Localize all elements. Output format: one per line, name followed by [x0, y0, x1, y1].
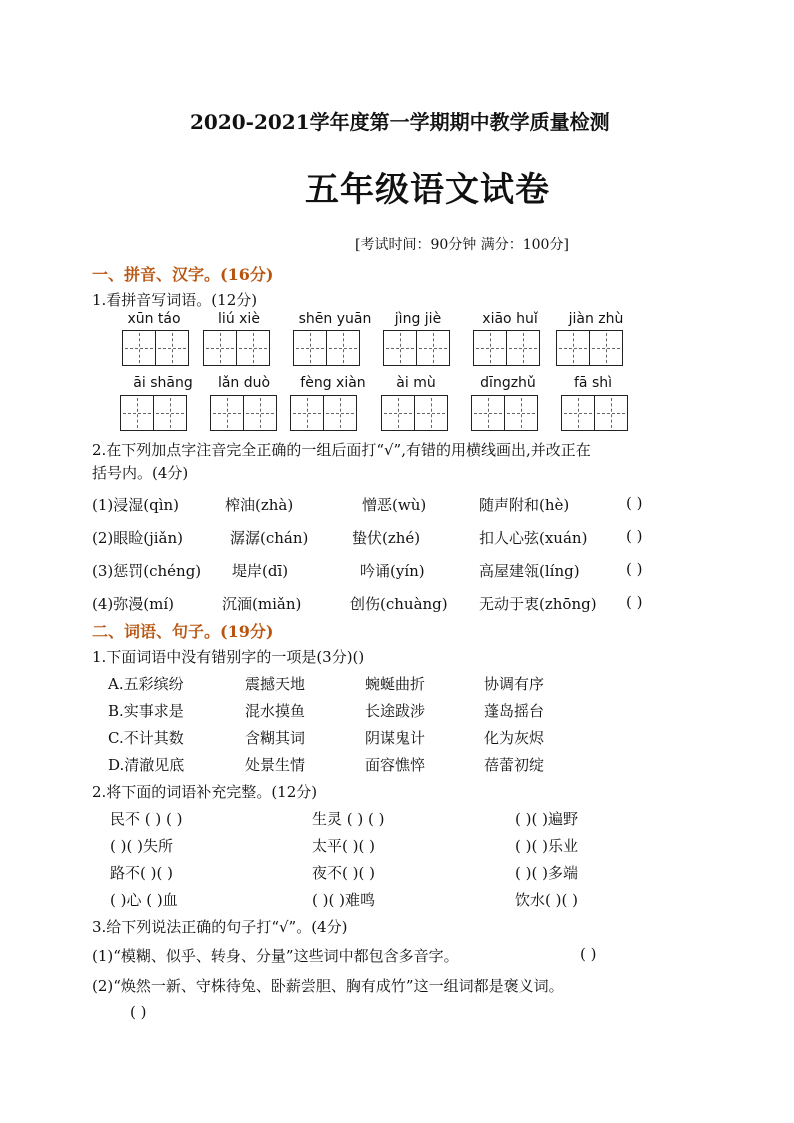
- choice-item: 混水摸鱼: [245, 702, 306, 720]
- item-text: 堤岸(dī): [232, 562, 289, 580]
- item-text: (4)弥漫(mí): [92, 595, 174, 613]
- item-text: 憎恶(wù): [362, 496, 427, 514]
- item-text: 随声附和(hè): [479, 496, 570, 514]
- writing-grid[interactable]: [473, 330, 540, 366]
- question-1-2-label: 2.在下列加点字注音完全正确的一组后面打“√”,有错的用横线画出,并改正在: [92, 441, 591, 459]
- choice-item: 蜿蜒曲折: [365, 675, 426, 693]
- item-text: 沉湎(miǎn): [222, 595, 302, 613]
- fill-item[interactable]: ( )( )多端: [515, 864, 578, 882]
- answer-blank[interactable]: ( ): [626, 593, 643, 611]
- fill-item[interactable]: 太平( )( ): [312, 837, 375, 855]
- exam-meta: [考试时间：90分钟 满分：100分]: [355, 237, 569, 253]
- writing-grid[interactable]: [203, 330, 270, 366]
- answer-blank[interactable]: ( ): [626, 527, 643, 545]
- item-text: (2)眼睑(jiǎn): [92, 529, 184, 547]
- writing-grid[interactable]: [381, 395, 448, 431]
- pinyin-label: xiāo huǐ: [482, 311, 538, 327]
- fill-item[interactable]: ( )( )乐业: [515, 837, 578, 855]
- pinyin-label: āi shāng: [133, 375, 193, 391]
- writing-grid[interactable]: [210, 395, 277, 431]
- item-text: 榨油(zhà): [225, 496, 294, 514]
- choice-item: D.清澈见底: [108, 756, 185, 774]
- exam-header: 2020-2021学年度第一学期期中教学质量检测: [190, 110, 610, 134]
- fill-item[interactable]: ( )( )遍野: [515, 810, 578, 828]
- choice-item: 处景生情: [245, 756, 306, 774]
- pinyin-label: ài mù: [396, 375, 436, 391]
- item-text: 无动于衷(zhōng): [479, 595, 597, 613]
- choice-item: B.实事求是: [108, 702, 184, 720]
- item-text: 高屋建瓴(líng): [479, 562, 580, 580]
- writing-grid[interactable]: [383, 330, 450, 366]
- pinyin-label: dīngzhǔ: [480, 375, 536, 391]
- fill-item[interactable]: ( )心 ( )血: [110, 891, 178, 909]
- pinyin-label: fèng xiàn: [300, 375, 366, 391]
- item-text: 蛰伏(zhé): [352, 529, 421, 547]
- item-text: 扣人心弦(xuán): [479, 529, 588, 547]
- choice-item: 长途跋涉: [365, 702, 426, 720]
- section-2-title: 二、词语、句子。(19分): [92, 622, 274, 641]
- pinyin-label: xūn táo: [127, 311, 181, 327]
- choice-item: 协调有序: [484, 675, 545, 693]
- statement-1: (1)“模糊、似乎、转身、分量”这些词中都包含多音字。: [92, 947, 459, 965]
- choice-item: 阴谋鬼计: [365, 729, 426, 747]
- page-title: 五年级语文试卷: [305, 170, 550, 210]
- writing-grid[interactable]: [122, 330, 189, 366]
- choice-item: 蓬岛摇台: [484, 702, 545, 720]
- question-2-2-label: 2.将下面的词语补充完整。(12分): [92, 783, 318, 801]
- question-2-1-label: 1.下面词语中没有错别字的一项是(3分)(): [92, 648, 365, 666]
- fill-item[interactable]: ( )( )难鸣: [312, 891, 375, 909]
- question-1-1-label: 1.看拼音写词语。(12分): [92, 291, 258, 309]
- item-text: 创伤(chuàng): [350, 595, 448, 613]
- writing-grid[interactable]: [561, 395, 628, 431]
- question-2-3-label: 3.给下列说法正确的句子打“√”。(4分): [92, 918, 348, 936]
- pinyin-label: fā shì: [573, 375, 612, 391]
- item-text: 吟诵(yín): [360, 562, 425, 580]
- choice-item: 蓓蕾初绽: [484, 756, 545, 774]
- choice-item: 含糊其词: [245, 729, 306, 747]
- writing-grid[interactable]: [290, 395, 357, 431]
- pinyin-label: jiàn zhù: [568, 311, 624, 327]
- answer-blank[interactable]: ( ): [626, 494, 643, 512]
- choice-item: A.五彩缤纷: [108, 675, 184, 693]
- pinyin-label: lǎn duò: [217, 375, 271, 391]
- section-1-title: 一、拼音、汉字。(16分): [92, 265, 274, 284]
- statement-2: (2)“焕然一新、守株待兔、卧薪尝胆、胸有成竹”这一组词都是褒义词。: [92, 977, 564, 995]
- writing-grid[interactable]: [556, 330, 623, 366]
- answer-blank[interactable]: ( ): [580, 945, 597, 963]
- fill-item[interactable]: 夜不( )( ): [312, 864, 375, 882]
- question-1-2-label-cont: 括号内。(4分): [92, 464, 189, 482]
- answer-blank[interactable]: ( ): [626, 560, 643, 578]
- writing-grid[interactable]: [471, 395, 538, 431]
- writing-grid[interactable]: [293, 330, 360, 366]
- writing-grid[interactable]: [120, 395, 187, 431]
- item-text: (3)惩罚(chéng): [92, 562, 202, 580]
- fill-item[interactable]: 路不( )( ): [110, 864, 173, 882]
- pinyin-label: shēn yuān: [298, 311, 372, 327]
- fill-item[interactable]: ( )( )失所: [110, 837, 173, 855]
- item-text: 潺潺(chán): [230, 529, 309, 547]
- fill-item[interactable]: 民不 ( ) ( ): [110, 810, 183, 828]
- choice-item: C.不计其数: [108, 729, 184, 747]
- pinyin-label: jìng jiè: [394, 311, 442, 327]
- fill-item[interactable]: 生灵 ( ) ( ): [312, 810, 385, 828]
- item-text: (1)浸湿(qìn): [92, 496, 180, 514]
- pinyin-label: liú xiè: [218, 311, 260, 327]
- choice-item: 化为灰烬: [484, 729, 545, 747]
- answer-blank[interactable]: ( ): [130, 1003, 147, 1021]
- choice-item: 面容憔悴: [365, 756, 426, 774]
- choice-item: 震撼天地: [245, 675, 306, 693]
- fill-item[interactable]: 饮水( )( ): [515, 891, 578, 909]
